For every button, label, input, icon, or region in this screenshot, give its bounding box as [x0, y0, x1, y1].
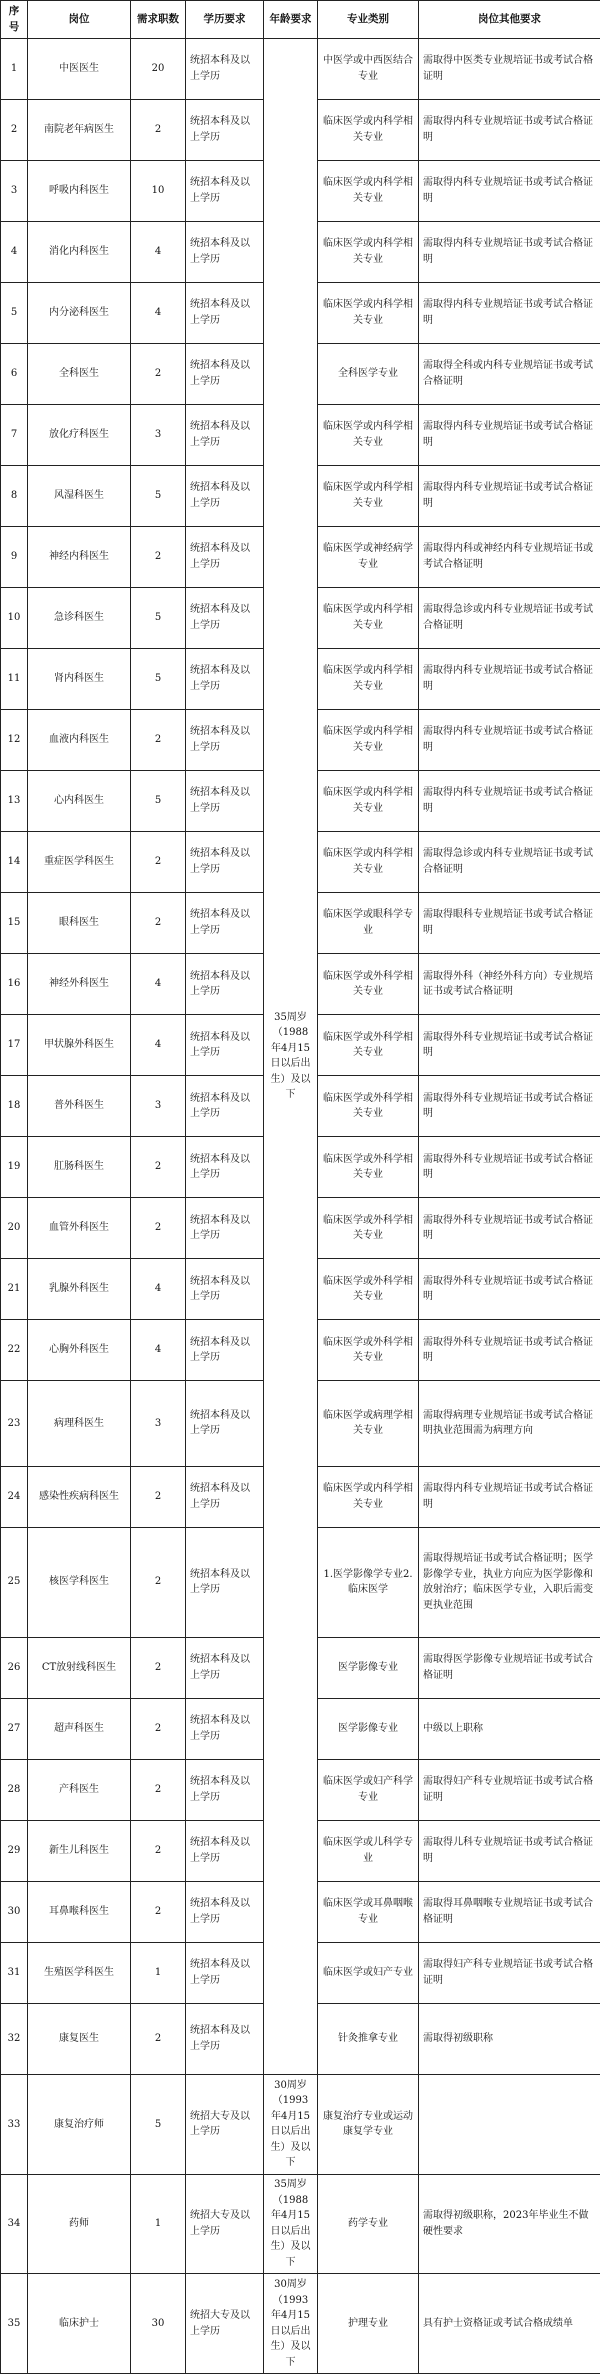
cell-other-requirements: 需取得内科或神经内科专业规培证书或考试合格证明: [419, 526, 600, 587]
cell-major: 临床医学或内科学相关专业: [318, 465, 419, 526]
cell-seq: 3: [1, 160, 28, 221]
cell-other-requirements: 需取得内科专业规培证书或考试合格证明: [419, 404, 600, 465]
cell-post: 耳鼻喉科医生: [28, 1881, 131, 1942]
cell-post: 临床护士: [28, 2274, 131, 2374]
cell-education: 统招本科及以上学历: [186, 709, 264, 770]
cell-major: 全科医学专业: [318, 343, 419, 404]
cell-major: 护理专业: [318, 2274, 419, 2374]
cell-education: 统招本科及以上学历: [186, 1015, 264, 1076]
cell-post: 感染性疾病科医生: [28, 1466, 131, 1527]
cell-seq: 15: [1, 892, 28, 953]
header-other-requirements: 岗位其他要求: [419, 1, 600, 39]
cell-seq: 26: [1, 1637, 28, 1698]
cell-other-requirements: 需取得内科专业规培证书或考试合格证明: [419, 99, 600, 160]
cell-education: 统招本科及以上学历: [186, 1137, 264, 1198]
cell-post: 放化疗科医生: [28, 404, 131, 465]
table-row: [1, 38, 600, 99]
cell-major: 临床医学或外科学相关专业: [318, 1198, 419, 1259]
cell-count: 4: [131, 221, 186, 282]
cell-seq: 4: [1, 221, 28, 282]
cell-post: 全科医生: [28, 343, 131, 404]
cell-count: 2: [131, 1198, 186, 1259]
cell-major: 药学专业: [318, 2174, 419, 2274]
cell-other-requirements: 需取得外科专业规培证书或考试合格证明: [419, 1259, 600, 1320]
cell-seq: 31: [1, 1942, 28, 2003]
table-row: [1, 2274, 600, 2374]
cell-post: 急诊科医生: [28, 587, 131, 648]
cell-other-requirements: 需取得初级职称，2023年毕业生不做硬性要求: [419, 2174, 600, 2274]
cell-education: 统招本科及以上学历: [186, 1466, 264, 1527]
cell-count: 5: [131, 2074, 186, 2174]
cell-other-requirements: 需取得外科专业规培证书或考试合格证明: [419, 1320, 600, 1381]
cell-post: 康复治疗师: [28, 2074, 131, 2174]
cell-post: 心胸外科医生: [28, 1320, 131, 1381]
cell-seq: 25: [1, 1527, 28, 1637]
cell-education: 统招本科及以上学历: [186, 1881, 264, 1942]
cell-seq: 2: [1, 99, 28, 160]
cell-education: 统招本科及以上学历: [186, 221, 264, 282]
cell-post: 血液内科医生: [28, 709, 131, 770]
cell-age-requirement: 35周岁（1988年4月15日以后出生）及以下: [264, 2174, 318, 2274]
cell-major: 临床医学或妇产专业: [318, 1942, 419, 2003]
cell-count: 2: [131, 1698, 186, 1759]
cell-major: 临床医学或外科学相关专业: [318, 1320, 419, 1381]
cell-major: 临床医学或外科学相关专业: [318, 1259, 419, 1320]
cell-other-requirements: 需取得内科专业规培证书或考试合格证明: [419, 1466, 600, 1527]
cell-education: 统招本科及以上学历: [186, 1381, 264, 1466]
cell-count: 2: [131, 1759, 186, 1820]
cell-count: 30: [131, 2274, 186, 2374]
cell-seq: 20: [1, 1198, 28, 1259]
cell-other-requirements: 需取得病理专业规培证书或考试合格证明执业范围需为病理方向: [419, 1381, 600, 1466]
cell-major: 临床医学或妇产科学专业: [318, 1759, 419, 1820]
cell-other-requirements: 需取得医学影像专业规培证书或考试合格证明: [419, 1637, 600, 1698]
cell-count: 2: [131, 1466, 186, 1527]
cell-other-requirements: 需取得规培证书或考试合格证明；医学影像学专业，执业方向应为医学影像和放射治疗；临床医学专业，入职后需变更执业范围: [419, 1527, 600, 1637]
cell-other-requirements: 需取得急诊或内科专业规培证书或考试合格证明: [419, 587, 600, 648]
cell-count: 4: [131, 1320, 186, 1381]
cell-other-requirements: 需取得外科（神经外科方向）专业规培证书或考试合格证明: [419, 954, 600, 1015]
cell-count: 2: [131, 343, 186, 404]
cell-education: 统招本科及以上学历: [186, 1076, 264, 1137]
cell-post: 生殖医学科医生: [28, 1942, 131, 2003]
cell-count: 1: [131, 2174, 186, 2274]
cell-education: 统招本科及以上学历: [186, 1942, 264, 2003]
cell-count: 5: [131, 587, 186, 648]
table-row: [1, 2174, 600, 2274]
cell-post: 新生儿科医生: [28, 1820, 131, 1881]
cell-education: 统招本科及以上学历: [186, 1527, 264, 1637]
cell-count: 5: [131, 465, 186, 526]
header-count: 需求职数: [131, 1, 186, 39]
cell-count: 2: [131, 1637, 186, 1698]
cell-other-requirements: 具有护士资格证或考试合格成绩单: [419, 2274, 600, 2374]
cell-major: 临床医学或病理学相关专业: [318, 1381, 419, 1466]
cell-other-requirements: 需取得内科专业规培证书或考试合格证明: [419, 465, 600, 526]
cell-education: 统招本科及以上学历: [186, 1759, 264, 1820]
cell-count: 2: [131, 709, 186, 770]
cell-other-requirements: 需取得内科专业规培证书或考试合格证明: [419, 160, 600, 221]
cell-seq: 32: [1, 2003, 28, 2074]
cell-other-requirements: 需取得外科专业规培证书或考试合格证明: [419, 1076, 600, 1137]
cell-major: 中医学或中西医结合专业: [318, 38, 419, 99]
cell-education: 统招本科及以上学历: [186, 160, 264, 221]
cell-major: 临床医学或神经病学专业: [318, 526, 419, 587]
cell-education: 统招本科及以上学历: [186, 1820, 264, 1881]
cell-other-requirements: 需取得眼科专业规培证书或考试合格证明: [419, 892, 600, 953]
cell-education: 统招本科及以上学历: [186, 892, 264, 953]
cell-count: 10: [131, 160, 186, 221]
cell-count: 4: [131, 1015, 186, 1076]
cell-post: 心内科医生: [28, 770, 131, 831]
cell-other-requirements: 需取得初级职称: [419, 2003, 600, 2074]
cell-seq: 1: [1, 38, 28, 99]
cell-other-requirements: 需取得耳鼻咽喉专业规培证书或考试合格证明: [419, 1881, 600, 1942]
cell-count: 1: [131, 1942, 186, 2003]
table-body: [1, 38, 600, 2373]
cell-seq: 16: [1, 954, 28, 1015]
cell-seq: 5: [1, 282, 28, 343]
cell-age-requirement: 30周岁（1993年4月15日以后出生）及以下: [264, 2074, 318, 2174]
cell-post: 消化内科医生: [28, 221, 131, 282]
header-age: 年龄要求: [264, 1, 318, 39]
cell-post: 药师: [28, 2174, 131, 2274]
cell-major: 临床医学或外科学相关专业: [318, 1076, 419, 1137]
cell-seq: 7: [1, 404, 28, 465]
cell-seq: 19: [1, 1137, 28, 1198]
cell-post: 重症医学科医生: [28, 831, 131, 892]
cell-education: 统招本科及以上学历: [186, 343, 264, 404]
cell-major: 1.医学影像学专业2.临床医学: [318, 1527, 419, 1637]
cell-seq: 17: [1, 1015, 28, 1076]
cell-post: 产科医生: [28, 1759, 131, 1820]
cell-post: 病理科医生: [28, 1381, 131, 1466]
cell-count: 4: [131, 282, 186, 343]
cell-seq: 29: [1, 1820, 28, 1881]
cell-seq: 35: [1, 2274, 28, 2374]
cell-education: 统招本科及以上学历: [186, 831, 264, 892]
cell-count: 2: [131, 2003, 186, 2074]
cell-major: 临床医学或内科学相关专业: [318, 587, 419, 648]
cell-post: 眼科医生: [28, 892, 131, 953]
cell-seq: 23: [1, 1381, 28, 1466]
cell-other-requirements: 需取得内科专业规培证书或考试合格证明: [419, 709, 600, 770]
cell-count: 3: [131, 404, 186, 465]
cell-other-requirements: 需取得中医类专业规培证书或考试合格证明: [419, 38, 600, 99]
cell-post: 普外科医生: [28, 1076, 131, 1137]
header-row: [1, 1, 600, 39]
cell-major: 临床医学或内科学相关专业: [318, 709, 419, 770]
cell-seq: 22: [1, 1320, 28, 1381]
cell-major: 临床医学或内科学相关专业: [318, 160, 419, 221]
cell-major: 针灸推拿专业: [318, 2003, 419, 2074]
cell-education: 统招本科及以上学历: [186, 954, 264, 1015]
cell-education: 统招本科及以上学历: [186, 648, 264, 709]
cell-post: 风湿科医生: [28, 465, 131, 526]
cell-count: 2: [131, 1881, 186, 1942]
cell-count: 5: [131, 770, 186, 831]
cell-post: 甲状腺外科医生: [28, 1015, 131, 1076]
cell-post: 康复医生: [28, 2003, 131, 2074]
header-major: 专业类别: [318, 1, 419, 39]
cell-other-requirements: 需取得外科专业规培证书或考试合格证明: [419, 1015, 600, 1076]
cell-count: 2: [131, 831, 186, 892]
cell-seq: 9: [1, 526, 28, 587]
cell-major: 临床医学或内科学相关专业: [318, 1466, 419, 1527]
cell-major: 临床医学或内科学相关专业: [318, 831, 419, 892]
cell-major: 临床医学或外科学相关专业: [318, 954, 419, 1015]
cell-major: 临床医学或外科学相关专业: [318, 1137, 419, 1198]
cell-education: 统招本科及以上学历: [186, 38, 264, 99]
cell-count: 2: [131, 1137, 186, 1198]
cell-major: 康复治疗专业或运动康复学专业: [318, 2074, 419, 2174]
header-post: 岗位: [28, 1, 131, 39]
cell-other-requirements: [419, 2074, 600, 2174]
header-seq: 序号: [1, 1, 28, 39]
cell-education: 统招大专及以上学历: [186, 2274, 264, 2374]
cell-other-requirements: 需取得内科专业规培证书或考试合格证明: [419, 770, 600, 831]
cell-post: 肛肠科医生: [28, 1137, 131, 1198]
cell-count: 4: [131, 1259, 186, 1320]
cell-major: 临床医学或内科学相关专业: [318, 99, 419, 160]
cell-education: 统招本科及以上学历: [186, 282, 264, 343]
cell-seq: 12: [1, 709, 28, 770]
cell-education: 统招本科及以上学历: [186, 587, 264, 648]
cell-seq: 28: [1, 1759, 28, 1820]
cell-education: 统招大专及以上学历: [186, 2174, 264, 2274]
cell-education: 统招本科及以上学历: [186, 770, 264, 831]
cell-count: 2: [131, 526, 186, 587]
cell-major: 临床医学或内科学相关专业: [318, 648, 419, 709]
cell-major: 医学影像专业: [318, 1637, 419, 1698]
cell-post: 神经外科医生: [28, 954, 131, 1015]
cell-education: 统招本科及以上学历: [186, 2003, 264, 2074]
cell-other-requirements: 需取得全科或内科专业规培证书或考试合格证明: [419, 343, 600, 404]
cell-count: 5: [131, 648, 186, 709]
cell-other-requirements: 需取得外科专业规培证书或考试合格证明: [419, 1137, 600, 1198]
cell-education: 统招本科及以上学历: [186, 526, 264, 587]
cell-seq: 18: [1, 1076, 28, 1137]
cell-education: 统招本科及以上学历: [186, 465, 264, 526]
cell-seq: 14: [1, 831, 28, 892]
cell-count: 2: [131, 892, 186, 953]
cell-education: 统招本科及以上学历: [186, 404, 264, 465]
cell-count: 2: [131, 1527, 186, 1637]
cell-seq: 33: [1, 2074, 28, 2174]
cell-education: 统招本科及以上学历: [186, 1198, 264, 1259]
cell-other-requirements: 需取得外科专业规培证书或考试合格证明: [419, 1198, 600, 1259]
cell-major: 临床医学或内科学相关专业: [318, 282, 419, 343]
cell-major: 临床医学或儿科学专业: [318, 1820, 419, 1881]
cell-other-requirements: 需取得妇产科专业规培证书或考试合格证明: [419, 1942, 600, 2003]
cell-other-requirements: 需取得急诊或内科专业规培证书或考试合格证明: [419, 831, 600, 892]
cell-count: 3: [131, 1381, 186, 1466]
header-education: 学历要求: [186, 1, 264, 39]
cell-other-requirements: 需取得儿科专业规培证书或考试合格证明: [419, 1820, 600, 1881]
cell-other-requirements: 中级以上职称: [419, 1698, 600, 1759]
cell-major: 临床医学或内科学相关专业: [318, 221, 419, 282]
cell-major: 临床医学或内科学相关专业: [318, 770, 419, 831]
cell-post: 呼吸内科医生: [28, 160, 131, 221]
cell-seq: 8: [1, 465, 28, 526]
cell-count: 20: [131, 38, 186, 99]
cell-major: 临床医学或眼科学专业: [318, 892, 419, 953]
cell-post: 南院老年病医生: [28, 99, 131, 160]
cell-education: 统招大专及以上学历: [186, 2074, 264, 2174]
table-row: [1, 2074, 600, 2174]
cell-education: 统招本科及以上学历: [186, 1320, 264, 1381]
cell-count: 4: [131, 954, 186, 1015]
cell-other-requirements: 需取得内科专业规培证书或考试合格证明: [419, 282, 600, 343]
cell-education: 统招本科及以上学历: [186, 1637, 264, 1698]
cell-post: 核医学科医生: [28, 1527, 131, 1637]
cell-post: 超声科医生: [28, 1698, 131, 1759]
cell-count: 2: [131, 1820, 186, 1881]
cell-post: CT放射线科医生: [28, 1637, 131, 1698]
cell-other-requirements: 需取得内科专业规培证书或考试合格证明: [419, 221, 600, 282]
cell-seq: 11: [1, 648, 28, 709]
cell-education: 统招本科及以上学历: [186, 99, 264, 160]
cell-age-requirement: 35周岁（1988年4月15日以后出生）及以下: [264, 38, 318, 2074]
cell-post: 内分泌科医生: [28, 282, 131, 343]
cell-count: 3: [131, 1076, 186, 1137]
cell-major: 医学影像专业: [318, 1698, 419, 1759]
cell-major: 临床医学或内科学相关专业: [318, 404, 419, 465]
cell-age-requirement: 30周岁（1993年4月15日以后出生）及以下: [264, 2274, 318, 2374]
cell-seq: 10: [1, 587, 28, 648]
cell-seq: 27: [1, 1698, 28, 1759]
cell-post: 肾内科医生: [28, 648, 131, 709]
cell-other-requirements: 需取得内科专业规培证书或考试合格证明: [419, 648, 600, 709]
cell-seq: 30: [1, 1881, 28, 1942]
cell-education: 统招本科及以上学历: [186, 1259, 264, 1320]
cell-count: 2: [131, 99, 186, 160]
cell-seq: 24: [1, 1466, 28, 1527]
cell-seq: 34: [1, 2174, 28, 2274]
cell-seq: 21: [1, 1259, 28, 1320]
cell-post: 血管外科医生: [28, 1198, 131, 1259]
cell-major: 临床医学或耳鼻咽喉专业: [318, 1881, 419, 1942]
cell-major: 临床医学或外科学相关专业: [318, 1015, 419, 1076]
cell-education: 统招本科及以上学历: [186, 1698, 264, 1759]
cell-other-requirements: 需取得妇产科专业规培证书或考试合格证明: [419, 1759, 600, 1820]
cell-seq: 13: [1, 770, 28, 831]
cell-post: 神经内科医生: [28, 526, 131, 587]
cell-post: 乳腺外科医生: [28, 1259, 131, 1320]
cell-post: 中医医生: [28, 38, 131, 99]
cell-seq: 6: [1, 343, 28, 404]
